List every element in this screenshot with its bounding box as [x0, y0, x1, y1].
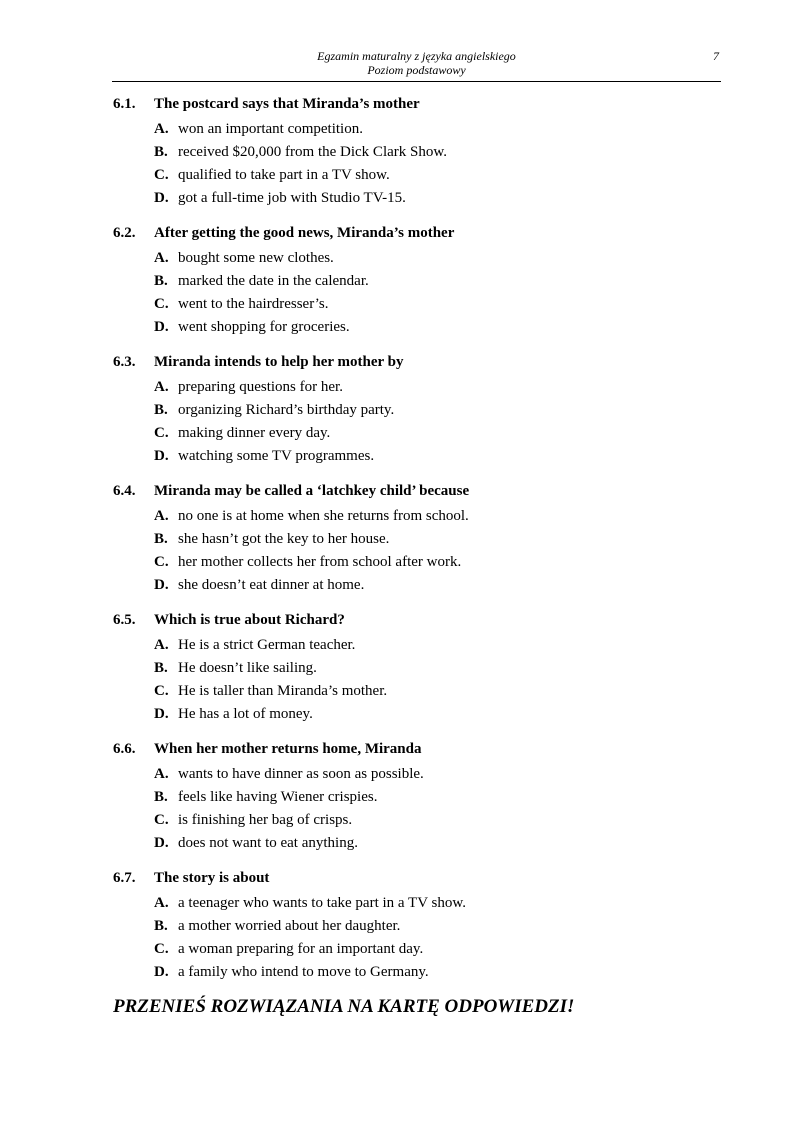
- option-text: bought some new clothes.: [178, 250, 334, 266]
- answer-option: [154, 247, 723, 270]
- answer-option: [154, 657, 723, 680]
- question-text: Miranda intends to help her mother by: [154, 354, 404, 370]
- answer-option: [154, 680, 723, 703]
- option-letter: B.: [154, 273, 168, 289]
- option-letter: A.: [154, 121, 169, 137]
- answer-option: [154, 164, 723, 187]
- option-text: a mother worried about her daughter.: [178, 918, 401, 934]
- question-number: 6.7.: [113, 870, 136, 886]
- answer-option: [154, 763, 723, 786]
- question-stem: [113, 869, 723, 888]
- question-text: After getting the good news, Miranda’s mother: [154, 225, 455, 241]
- answer-option: [154, 422, 723, 445]
- answer-option: [154, 634, 723, 657]
- question-text: The story is about: [154, 870, 270, 886]
- answer-option: [154, 118, 723, 141]
- question-stem: [113, 611, 723, 630]
- answer-option: [154, 574, 723, 597]
- exam-level: Poziom podstawowy: [367, 63, 466, 77]
- header-title: [112, 49, 721, 77]
- exam-name: Egzamin maturalny z języka angielskiego: [317, 49, 516, 63]
- option-letter: B.: [154, 660, 168, 676]
- option-text: won an important competition.: [178, 121, 363, 137]
- option-letter: D.: [154, 319, 169, 335]
- question-text: When her mother returns home, Miranda: [154, 741, 422, 757]
- option-letter: C.: [154, 167, 169, 183]
- option-letter: D.: [154, 706, 169, 722]
- option-text: marked the date in the calendar.: [178, 273, 369, 289]
- option-letter: A.: [154, 637, 169, 653]
- option-text: He doesn’t like sailing.: [178, 660, 317, 676]
- option-text: a family who intend to move to Germany.: [178, 964, 429, 980]
- option-letter: B.: [154, 402, 168, 418]
- question-list: [113, 95, 723, 998]
- option-letter: A.: [154, 379, 169, 395]
- answer-option: [154, 293, 723, 316]
- question-1: [113, 95, 723, 210]
- option-text: watching some TV programmes.: [178, 448, 375, 464]
- question-stem: [113, 740, 723, 759]
- option-letter: B.: [154, 918, 168, 934]
- option-letter: B.: [154, 531, 168, 547]
- answer-option: [154, 938, 723, 961]
- question-stem: [113, 482, 723, 501]
- option-text: qualified to take part in a TV show.: [178, 167, 390, 183]
- question-2: [113, 224, 723, 339]
- option-text: does not want to eat anything.: [178, 835, 358, 851]
- option-text: she hasn’t got the key to her house.: [178, 531, 390, 547]
- option-letter: A.: [154, 766, 169, 782]
- question-7: [113, 869, 723, 984]
- option-letter: C.: [154, 683, 169, 699]
- option-letter: B.: [154, 789, 168, 805]
- page-header: [112, 47, 721, 82]
- option-text: she doesn’t eat dinner at home.: [178, 577, 365, 593]
- question-text: Which is true about Richard?: [154, 612, 345, 628]
- question-number: 6.2.: [113, 225, 136, 241]
- answer-option: [154, 551, 723, 574]
- option-letter: D.: [154, 964, 169, 980]
- option-letter: C.: [154, 425, 169, 441]
- option-letter: C.: [154, 812, 169, 828]
- option-letter: D.: [154, 448, 169, 464]
- option-letter: A.: [154, 895, 169, 911]
- answer-option: [154, 399, 723, 422]
- answer-option: [154, 832, 723, 855]
- option-letter: A.: [154, 508, 169, 524]
- question-text: The postcard says that Miranda’s mother: [154, 96, 420, 112]
- option-text: organizing Richard’s birthday party.: [178, 402, 395, 418]
- answer-option: [154, 187, 723, 210]
- option-text: He is taller than Miranda’s mother.: [178, 683, 388, 699]
- answer-option: [154, 892, 723, 915]
- question-number: 6.4.: [113, 483, 136, 499]
- question-4: [113, 482, 723, 597]
- question-stem: [113, 95, 723, 114]
- answer-option: [154, 915, 723, 938]
- question-number: 6.5.: [113, 612, 136, 628]
- question-number: 6.3.: [113, 354, 136, 370]
- option-text: got a full-time job with Studio TV-15.: [178, 190, 406, 206]
- answer-option: [154, 786, 723, 809]
- option-letter: D.: [154, 835, 169, 851]
- option-text: is finishing her bag of crisps.: [178, 812, 353, 828]
- option-text: a teenager who wants to take part in a TV show.: [178, 895, 466, 911]
- option-text: went shopping for groceries.: [178, 319, 350, 335]
- option-letter: D.: [154, 190, 169, 206]
- answer-option: [154, 961, 723, 984]
- option-text: received $20,000 from the Dick Clark Show.: [178, 144, 447, 160]
- question-5: [113, 611, 723, 726]
- option-text: He is a strict German teacher.: [178, 637, 356, 653]
- option-letter: B.: [154, 144, 168, 160]
- option-letter: D.: [154, 577, 169, 593]
- question-number: 6.6.: [113, 741, 136, 757]
- question-3: [113, 353, 723, 468]
- option-letter: C.: [154, 941, 169, 957]
- option-text: her mother collects her from school after work.: [178, 554, 462, 570]
- option-text: wants to have dinner as soon as possible.: [178, 766, 424, 782]
- answer-option: [154, 316, 723, 339]
- option-text: He has a lot of money.: [178, 706, 313, 722]
- answer-option: [154, 376, 723, 399]
- option-text: a woman preparing for an important day.: [178, 941, 424, 957]
- option-letter: C.: [154, 296, 169, 312]
- answer-option: [154, 445, 723, 468]
- page-number: 7: [713, 49, 719, 63]
- option-letter: C.: [154, 554, 169, 570]
- option-text: feels like having Wiener crispies.: [178, 789, 378, 805]
- answer-option: [154, 809, 723, 832]
- answer-option: [154, 528, 723, 551]
- question-stem: [113, 353, 723, 372]
- question-6: [113, 740, 723, 855]
- transfer-answers-instruction: PRZENIEŚ ROZWIĄZANIA NA KARTĘ ODPOWIEDZI!: [113, 996, 575, 1017]
- question-number: 6.1.: [113, 96, 136, 112]
- option-text: making dinner every day.: [178, 425, 331, 441]
- question-text: Miranda may be called a ‘latchkey child’ because: [154, 483, 470, 499]
- answer-option: [154, 505, 723, 528]
- answer-option: [154, 270, 723, 293]
- answer-option: [154, 141, 723, 164]
- option-letter: A.: [154, 250, 169, 266]
- answer-option: [154, 703, 723, 726]
- option-text: preparing questions for her.: [178, 379, 343, 395]
- option-text: no one is at home when she returns from school.: [178, 508, 469, 524]
- option-text: went to the hairdresser’s.: [178, 296, 329, 312]
- question-stem: [113, 224, 723, 243]
